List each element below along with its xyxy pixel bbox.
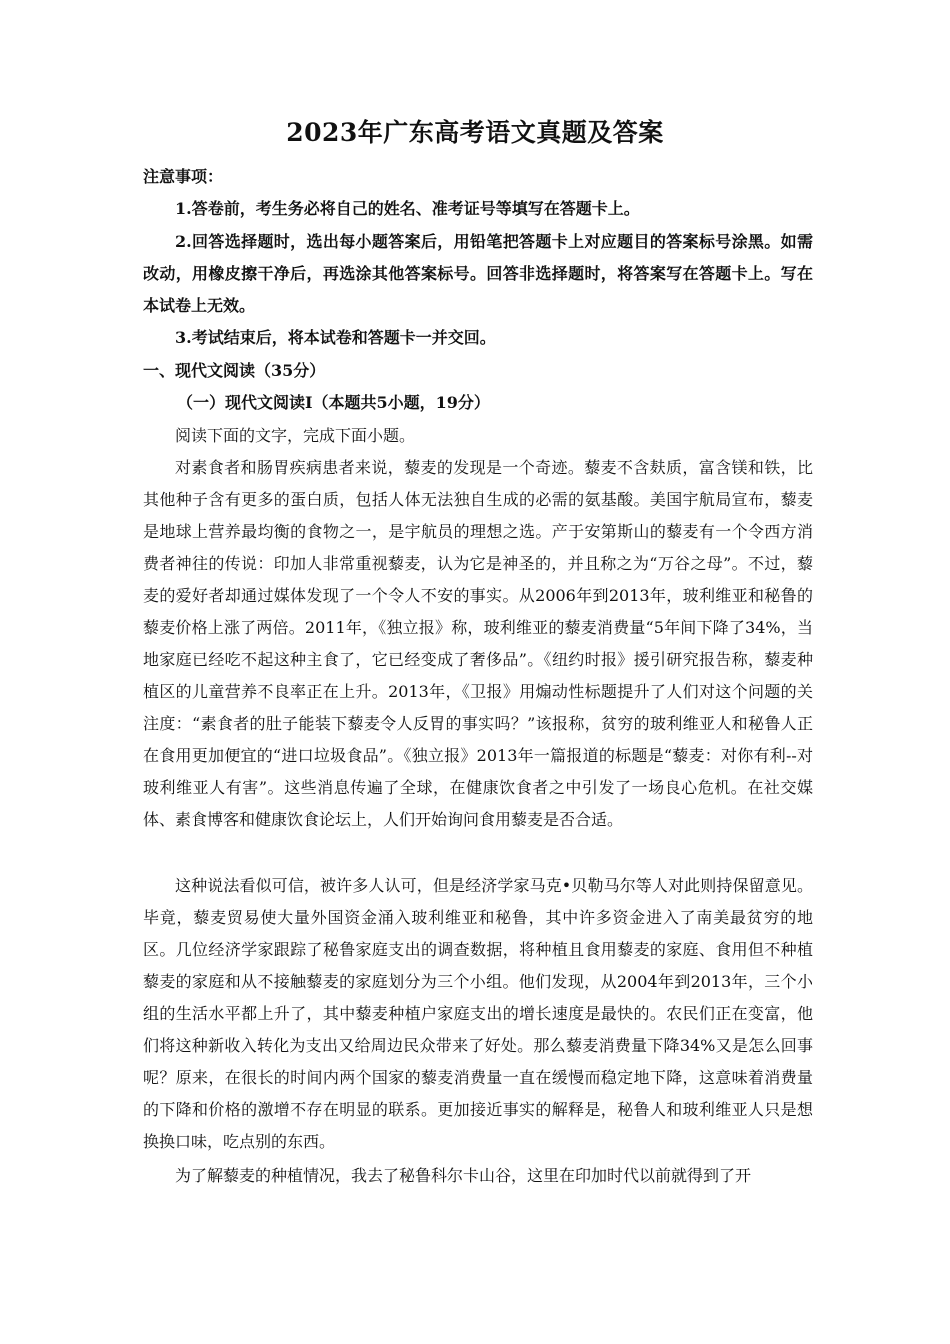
section-heading: 一、现代文阅读（35分）	[143, 361, 326, 380]
page-title: 2023年广东高考语文真题及答案	[286, 118, 664, 147]
section-subheading: （一）现代文阅读Ⅰ（本题共5小题，19分）	[177, 393, 490, 412]
notice-item-3: 3.考试结束后，将本试卷和答题卡一并交回。	[175, 328, 496, 347]
notice-item-2: 2.回答选择题时，选出每小题答案后，用铅笔把答题卡上对应题目的答案标号涂黑。如需改动，用橡皮擦干净后，再选涂其他答案标号。回答非选择题时，将答案写在答题卡上。写在本试卷上无效。	[143, 232, 813, 315]
reading-instruction: 阅读下面的文字，完成下面小题。	[175, 426, 416, 445]
notice-item-1: 1.答卷前，考生务必将自己的姓名、准考证号等填写在答题卡上。	[175, 199, 640, 218]
passage-paragraph-1: 对素食者和肠胃疾病患者来说，藜麦的发现是一个奇迹。藜麦不含麸质，富含镁和铁，比其他种子含有更多的蛋白质，包括人体无法独自生成的必需的氨基酸。美国宇航局宣布，藜麦是地球上营养最均衡的食物之一，是宇航员的理想之选。产于安第斯山的藜麦有一个令西方消费者神往的传说：印加人非常重视藜麦，认为它是神圣的，并且称之为“万谷之母”。不过，藜麦的爱好者却通过媒体发现了一个令人不安的事实。从2006年到2013年，玻利维亚和秘鲁的藜麦价格上涨了两倍。2011年，《独立报》称，玻利维亚的藜麦消费量“5年间下降了34%，当地家庭已经吃不起这种主食了，它已经变成了奢侈品”。《纽约时报》援引研究报告称，藜麦种植区的儿童营养不良率正在上升。2013年，《卫报》用煽动性标题提升了人们对这个问题的关注度：“素食者的肚子能装下藜麦令人反胃的事实吗？”该报称，贫穷的玻利维亚人和秘鲁人正在食用更加便宜的“进口垃圾食品”。《独立报》2013年一篇报道的标题是“藜麦：对你有利--对玻利维亚人有害”。这些消息传遍了全球，在健康饮食者之中引发了一场良心危机。在社交媒体、素食博客和健康饮食论坛上，人们开始询问食用藜麦是否合适。	[143, 458, 813, 829]
passage-paragraph-2: 这种说法看似可信，被许多人认可，但是经济学家马克•贝勒马尔等人对此则持保留意见。毕竟，藜麦贸易使大量外国资金涌入玻利维亚和秘鲁，其中许多资金进入了南美最贫穷的地区。几位经济学家跟踪了秘鲁家庭支出的调查数据，将种植且食用藜麦的家庭、食用但不种植藜麦的家庭和从不接触藜麦的家庭划分为三个小组。他们发现，从2004年到2013年，三个小组的生活水平都上升了，其中藜麦种植户家庭支出的增长速度是最快的。农民们正在变富，他们将这种新收入转化为支出又给周边民众带来了好处。那么藜麦消费量下降34%又是怎么回事呢？原来，在很长的时间内两个国家的藜麦消费量一直在缓慢而稳定地下降，这意味着消费量的下降和价格的激增不存在明显的联系。更加接近事实的解释是，秘鲁人和玻利维亚人只是想换换口味，吃点别的东西。	[143, 876, 813, 1151]
passage-paragraph-3: 为了解藜麦的种植情况，我去了秘鲁科尔卡山谷，这里在印加时代以前就得到了开	[175, 1166, 752, 1185]
notice-heading: 注意事项：	[143, 167, 224, 186]
